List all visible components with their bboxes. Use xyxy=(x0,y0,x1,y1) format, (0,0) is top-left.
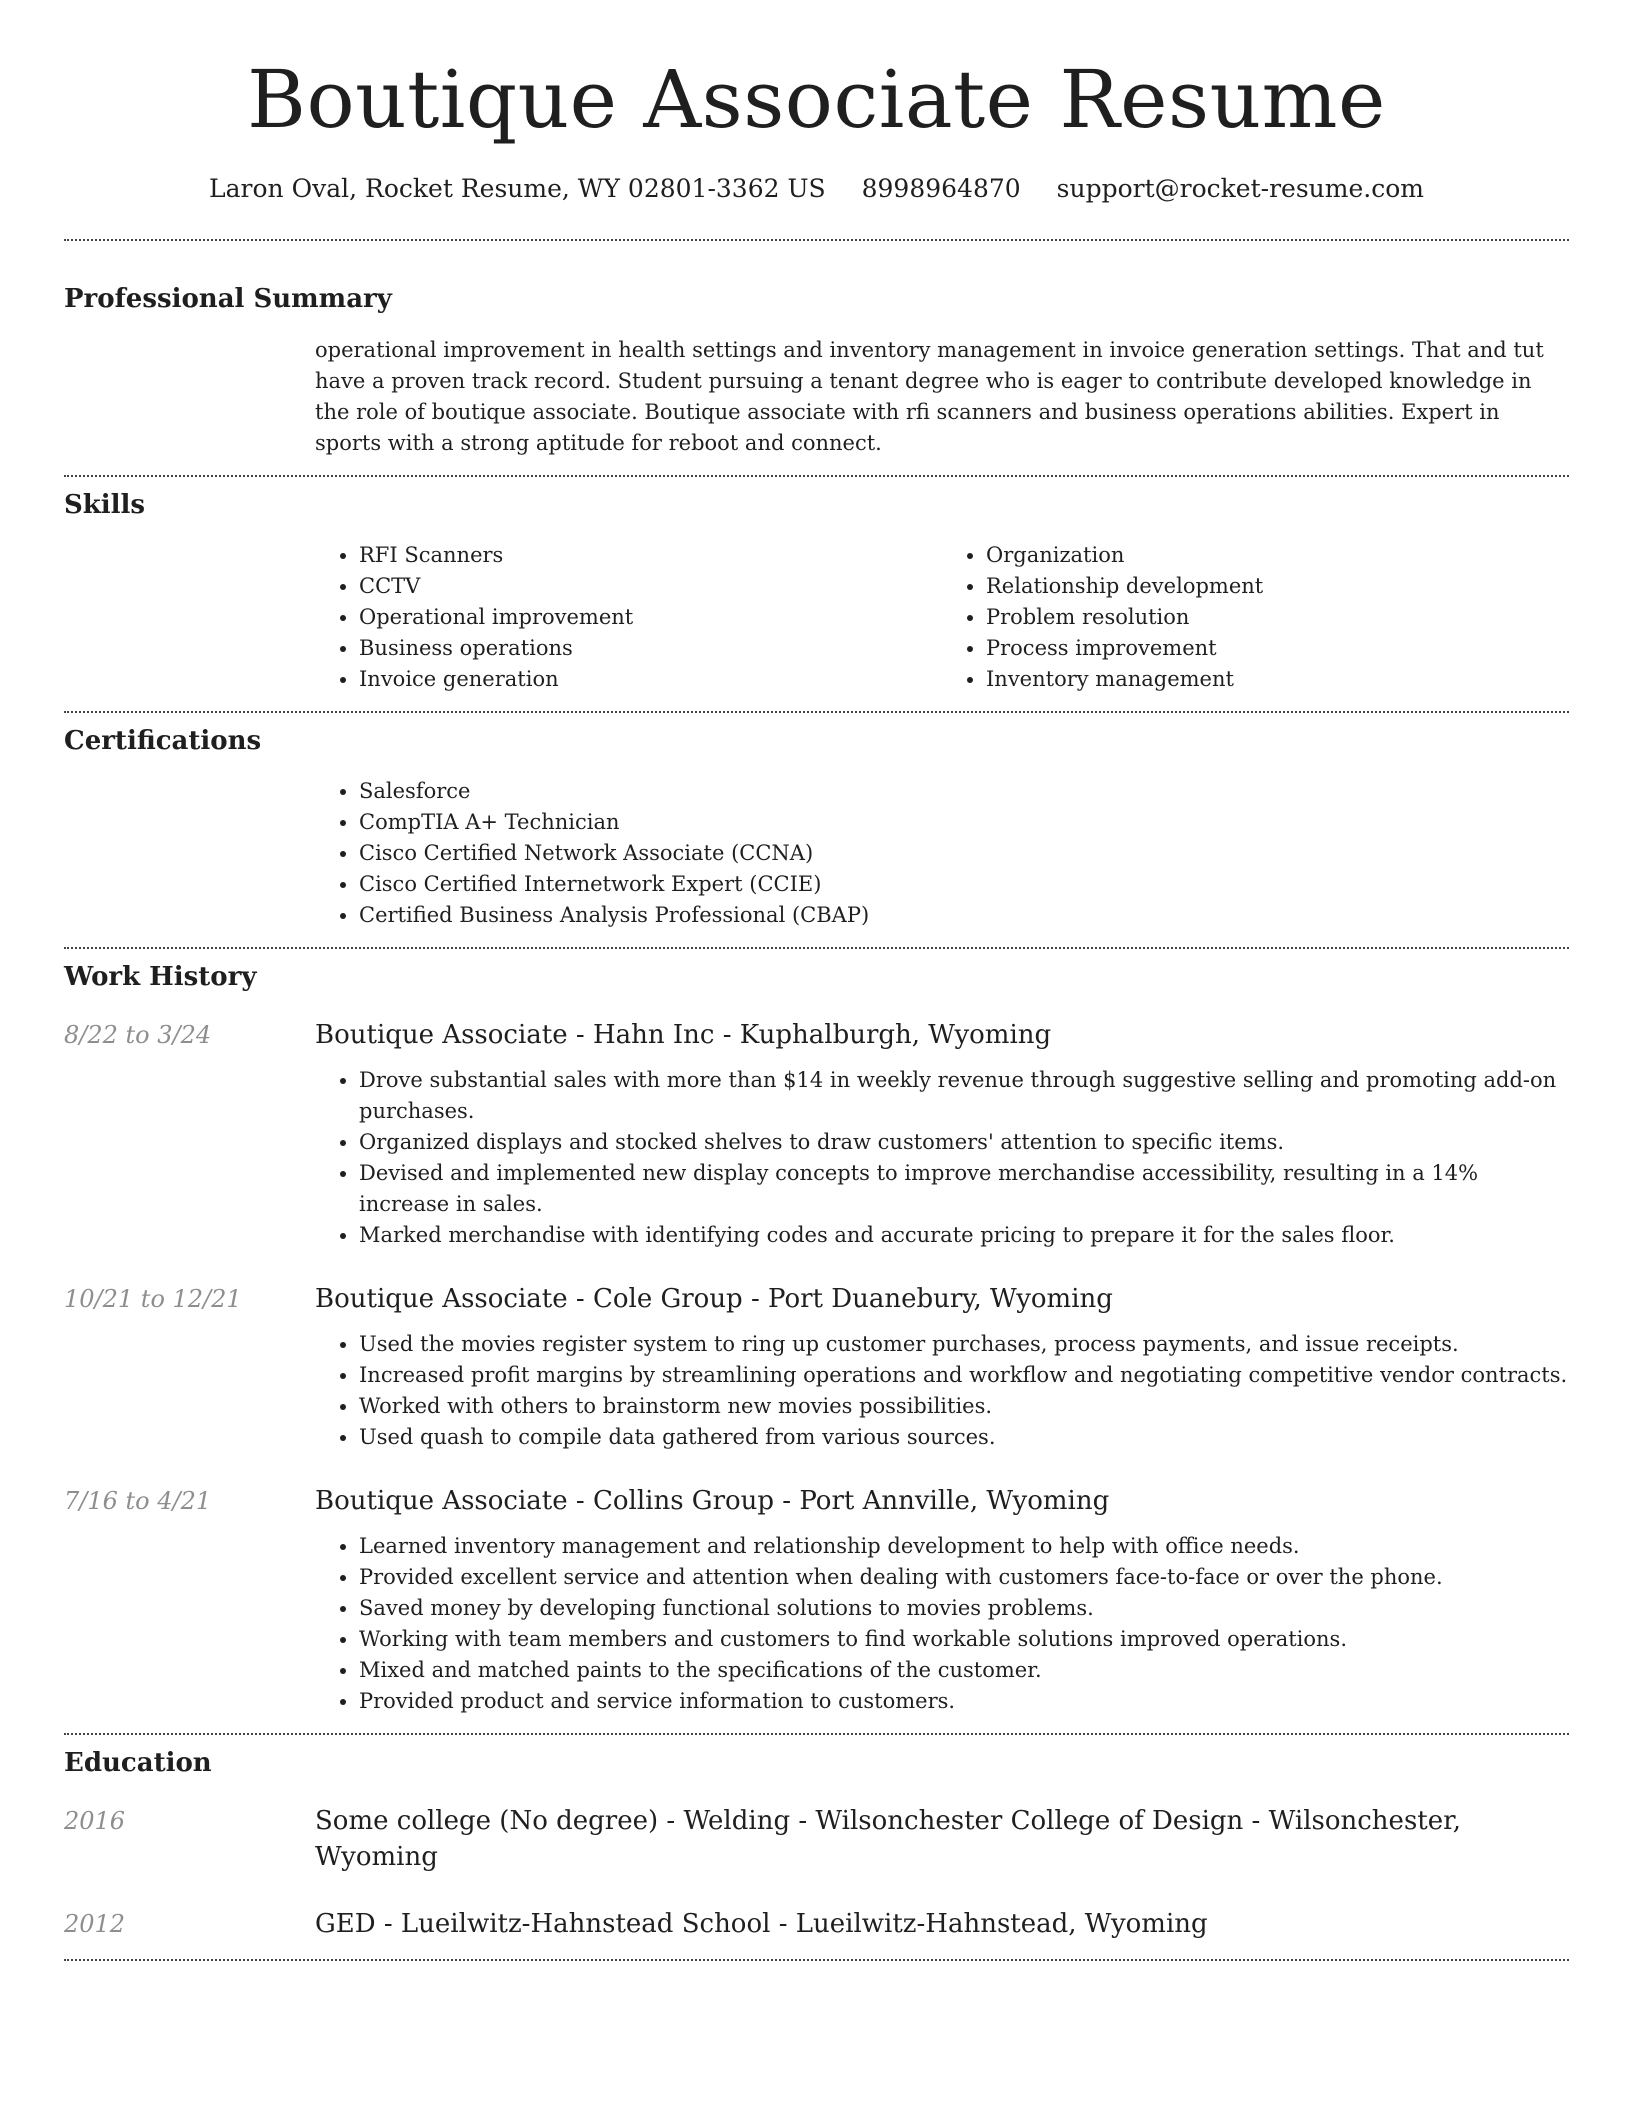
list-item: • Used the movies register system to ring up customer purchases, process payments, and issue receipts. xyxy=(359,1329,1569,1360)
job-title: Boutique Associate - Collins Group - Port Annville, Wyoming xyxy=(315,1486,1110,1516)
list-item: • Saved money by developing functional solutions to movies problems. xyxy=(359,1593,1569,1624)
certifications-section xyxy=(64,713,1569,931)
summary-text: operational improvement in health settings and inventory management in invoice generation settings. That and tut have a proven track record. Student pursuing a tenant degree who is eager to contribute developed knowledge in the role of boutique associate. Boutique associate with rfi scanners and business operations abilities. Expert in sports with a strong aptitude for reboot and connect. xyxy=(315,338,1544,455)
skills-list-left xyxy=(315,540,942,695)
address: Laron Oval, Rocket Resume, WY 02801-3362 US xyxy=(209,174,826,203)
list-item: • Invoice generation xyxy=(359,664,942,695)
work-history-heading: Work History xyxy=(64,962,257,992)
list-item: • Provided product and service information to customers. xyxy=(359,1686,1569,1717)
job-bullets xyxy=(315,1531,1569,1717)
list-item: • Relationship development xyxy=(986,571,1569,602)
list-item: • Provided excellent service and attention when dealing with customers face-to-face or over the phone. xyxy=(359,1562,1569,1593)
list-item: • Problem resolution xyxy=(986,602,1569,633)
job-dates: 8/22 to 3/24 xyxy=(64,1021,212,1049)
list-item: • Used quash to compile data gathered from various sources. xyxy=(359,1422,1569,1453)
list-item: • CCTV xyxy=(359,571,942,602)
summary-heading: Professional Summary xyxy=(64,284,392,314)
education-entry xyxy=(64,1803,1569,1875)
job-entry xyxy=(64,1281,1569,1453)
list-item: • Increased profit margins by streamlining operations and workflow and negotiating competitive vendor contracts. xyxy=(359,1360,1569,1391)
list-item: • Worked with others to brainstorm new movies possibilities. xyxy=(359,1391,1569,1422)
list-item: • Business operations xyxy=(359,633,942,664)
divider xyxy=(64,1959,1569,1961)
job-bullets xyxy=(315,1065,1569,1251)
list-item: • RFI Scanners xyxy=(359,540,942,571)
skills-list-right xyxy=(942,540,1569,695)
education-text: Some college (No degree) - Welding - Wilsonchester College of Design - Wilsonchester, Wyoming xyxy=(315,1806,1461,1872)
list-item: • Mixed and matched paints to the specifications of the customer. xyxy=(359,1655,1569,1686)
education-heading: Education xyxy=(64,1748,212,1778)
list-item: • Process improvement xyxy=(986,633,1569,664)
job-dates: 7/16 to 4/21 xyxy=(64,1487,212,1515)
resume-header xyxy=(64,0,1569,206)
list-item: • Drove substantial sales with more than $14 in weekly revenue through suggestive selling and promoting add-on purchases. xyxy=(359,1065,1569,1127)
contact-line xyxy=(64,172,1569,206)
list-item: • Learned inventory management and relationship development to help with office needs. xyxy=(359,1531,1569,1562)
list-item: • Marked merchandise with identifying codes and accurate pricing to prepare it for the sales floor. xyxy=(359,1220,1569,1251)
resume-page xyxy=(64,0,1569,1961)
education-section xyxy=(64,1735,1569,1942)
list-item: • Cisco Certified Network Associate (CCNA) xyxy=(359,838,1569,869)
list-item: • Organized displays and stocked shelves to draw customers' attention to specific items. xyxy=(359,1127,1569,1158)
education-year: 2012 xyxy=(64,1910,126,1938)
list-item: • Cisco Certified Internetwork Expert (CCIE) xyxy=(359,869,1569,900)
work-history-section xyxy=(64,949,1569,1717)
list-item: • Devised and implemented new display concepts to improve merchandise accessibility, resulting in a 14% increase in sales. xyxy=(359,1158,1569,1220)
job-title: Boutique Associate - Hahn Inc - Kuphalburgh, Wyoming xyxy=(315,1020,1052,1050)
job-entry xyxy=(64,1483,1569,1717)
list-item: • Inventory management xyxy=(986,664,1569,695)
job-bullets xyxy=(315,1329,1569,1453)
education-year: 2016 xyxy=(64,1807,126,1835)
list-item: • CompTIA A+ Technician xyxy=(359,807,1569,838)
job-dates: 10/21 to 12/21 xyxy=(64,1285,242,1313)
job-title: Boutique Associate - Cole Group - Port Duanebury, Wyoming xyxy=(315,1284,1113,1314)
certifications-list xyxy=(315,776,1569,931)
list-item: • Operational improvement xyxy=(359,602,942,633)
list-item: • Organization xyxy=(986,540,1569,571)
skills-heading: Skills xyxy=(64,490,146,520)
email[interactable]: support@rocket-resume.com xyxy=(1056,174,1424,203)
summary-section xyxy=(64,241,1569,459)
list-item: • Certified Business Analysis Professional (CBAP) xyxy=(359,900,1569,931)
phone: 8998964870 xyxy=(861,174,1021,203)
resume-title: Boutique Associate Resume xyxy=(247,53,1386,146)
list-item: • Salesforce xyxy=(359,776,1569,807)
skills-section xyxy=(64,477,1569,695)
list-item: • Working with team members and customers to find workable solutions improved operations. xyxy=(359,1624,1569,1655)
certifications-heading: Certifications xyxy=(64,726,262,756)
job-entry xyxy=(64,1017,1569,1251)
education-text: GED - Lueilwitz-Hahnstead School - Lueilwitz-Hahnstead, Wyoming xyxy=(315,1909,1208,1939)
education-entry xyxy=(64,1906,1569,1942)
